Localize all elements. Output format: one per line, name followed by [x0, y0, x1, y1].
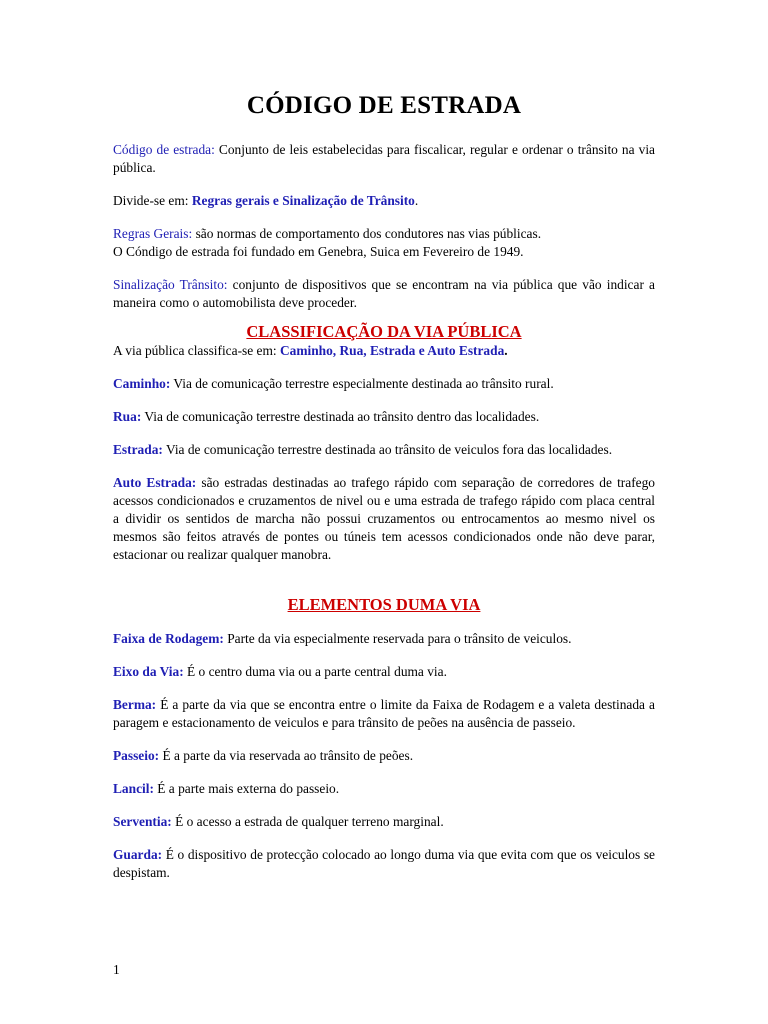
- definition-text: Via de comunicação terrestre destinada ao trânsito de veiculos fora das localidades.: [162, 442, 613, 457]
- classification-tail: .: [504, 343, 508, 358]
- term-sinalizacao: Sinalização Trânsito: [113, 277, 224, 292]
- term-estrada: Estrada:: [113, 442, 163, 457]
- definition-rua: [113, 408, 655, 426]
- term-separator: :: [223, 277, 228, 292]
- definition-text: são normas de comportamento dos condutores nas vias públicas.: [192, 226, 542, 241]
- definition-text: conjunto de dispositivos que se encontram na via pública que vão indicar a maneira como o automobilista deve proceder.: [113, 277, 655, 310]
- term-codigo-estrada: Código de estrada: [113, 142, 212, 157]
- definition-text: É a parte da via que se encontra entre o limite da Faixa de Rodagem e a valeta destinada a paragem e estacionamento de veiculos e para trânsito de peões na ausência de passeio.: [113, 697, 655, 730]
- definition-caminho: [113, 375, 655, 393]
- definition-auto-estrada: [113, 474, 655, 564]
- term-caminho: Caminho:: [113, 376, 171, 391]
- definition-berma: [113, 696, 655, 732]
- definition-text: Conjunto de leis estabelecidas para fiscalicar, regular e ordenar o trânsito na via pública.: [113, 142, 655, 175]
- definition-text: Via de comunicação terrestre destinada ao trânsito dentro das localidades.: [141, 409, 540, 424]
- definition-eixo-da-via: [113, 663, 655, 681]
- definition-faixa-de-rodagem: [113, 630, 655, 648]
- section-heading-classificacao: CLASSIFICAÇÃO DA VIA PÚBLICA: [246, 322, 522, 341]
- term-divisions: Regras gerais e Sinalização de Trânsito: [191, 193, 415, 208]
- definition-text: É o acesso a estrada de qualquer terreno marginal.: [171, 814, 444, 829]
- term-lancil: Lancil:: [113, 781, 154, 796]
- definition-estrada: [113, 441, 655, 459]
- definition-text: É o centro duma via ou a parte central duma via.: [183, 664, 447, 679]
- term-serventia: Serventia:: [113, 814, 172, 829]
- document-page: [113, 92, 655, 882]
- definition-text: Parte da via especialmente reservada para o trânsito de veiculos.: [223, 631, 572, 646]
- term-separator: :: [188, 226, 193, 241]
- section-heading-elementos: ELEMENTOS DUMA VIA: [287, 595, 481, 614]
- definition-lancil: [113, 780, 655, 798]
- definition-serventia: [113, 813, 655, 831]
- definition-passeio: [113, 747, 655, 765]
- term-separator: :: [211, 142, 215, 157]
- page-title: CÓDIGO DE ESTRADA: [246, 92, 522, 119]
- divide-lead: Divide-se em:: [113, 193, 192, 208]
- definition-text: são estradas destinadas ao trafego rápido com separação de corredores de trafego acessos condicionados e cruzamentos de nivel ou e uma estrada de trafego rápido com placa central a dividir os sentidos de marcha não possui cruzamentos ou entrocamentos ao mesmo nivel os mesmos são feitos através de pontes ou túneis tem acessos condicionados onde não deve parar, estacionar ou realizar qualquer manobra.: [113, 475, 655, 562]
- definition-text: Via de comunicação terrestre especialmente destinada ao trânsito rural.: [170, 376, 554, 391]
- term-regras-gerais: Regras Gerais: [113, 226, 189, 241]
- definition-codigo-estrada: [113, 141, 655, 177]
- genebra-note: O Cóndigo de estrada foi fundado em Genebra, Suica em Fevereiro de 1949.: [113, 244, 524, 259]
- page-number: 1: [113, 962, 120, 977]
- term-guarda: Guarda:: [113, 847, 163, 862]
- classification-lead-text: A via pública classifica-se em:: [113, 343, 280, 358]
- term-eixo-da-via: Eixo da Via:: [113, 664, 184, 679]
- definition-guarda: [113, 846, 655, 882]
- classification-lead: [113, 342, 655, 360]
- definition-text: É a parte da via reservada ao trânsito de peões.: [159, 748, 414, 763]
- definition-sinalizacao: [113, 276, 655, 312]
- term-faixa-de-rodagem: Faixa de Rodagem:: [113, 631, 224, 646]
- classification-terms: Caminho, Rua, Estrada e Auto Estrada: [279, 343, 505, 358]
- term-rua: Rua:: [113, 409, 142, 424]
- definition-regras-gerais: [113, 225, 655, 261]
- definition-text: É o dispositivo de protecção colocado ao longo duma via que evita com que os veiculos se despistam.: [113, 847, 655, 880]
- divide-tail: .: [414, 193, 419, 208]
- term-passeio: Passeio:: [113, 748, 160, 763]
- term-berma: Berma:: [113, 697, 157, 712]
- term-auto-estrada: Auto Estrada:: [113, 475, 197, 490]
- definition-text: É a parte mais externa do passeio.: [153, 781, 340, 796]
- divide-se-line: [113, 192, 655, 210]
